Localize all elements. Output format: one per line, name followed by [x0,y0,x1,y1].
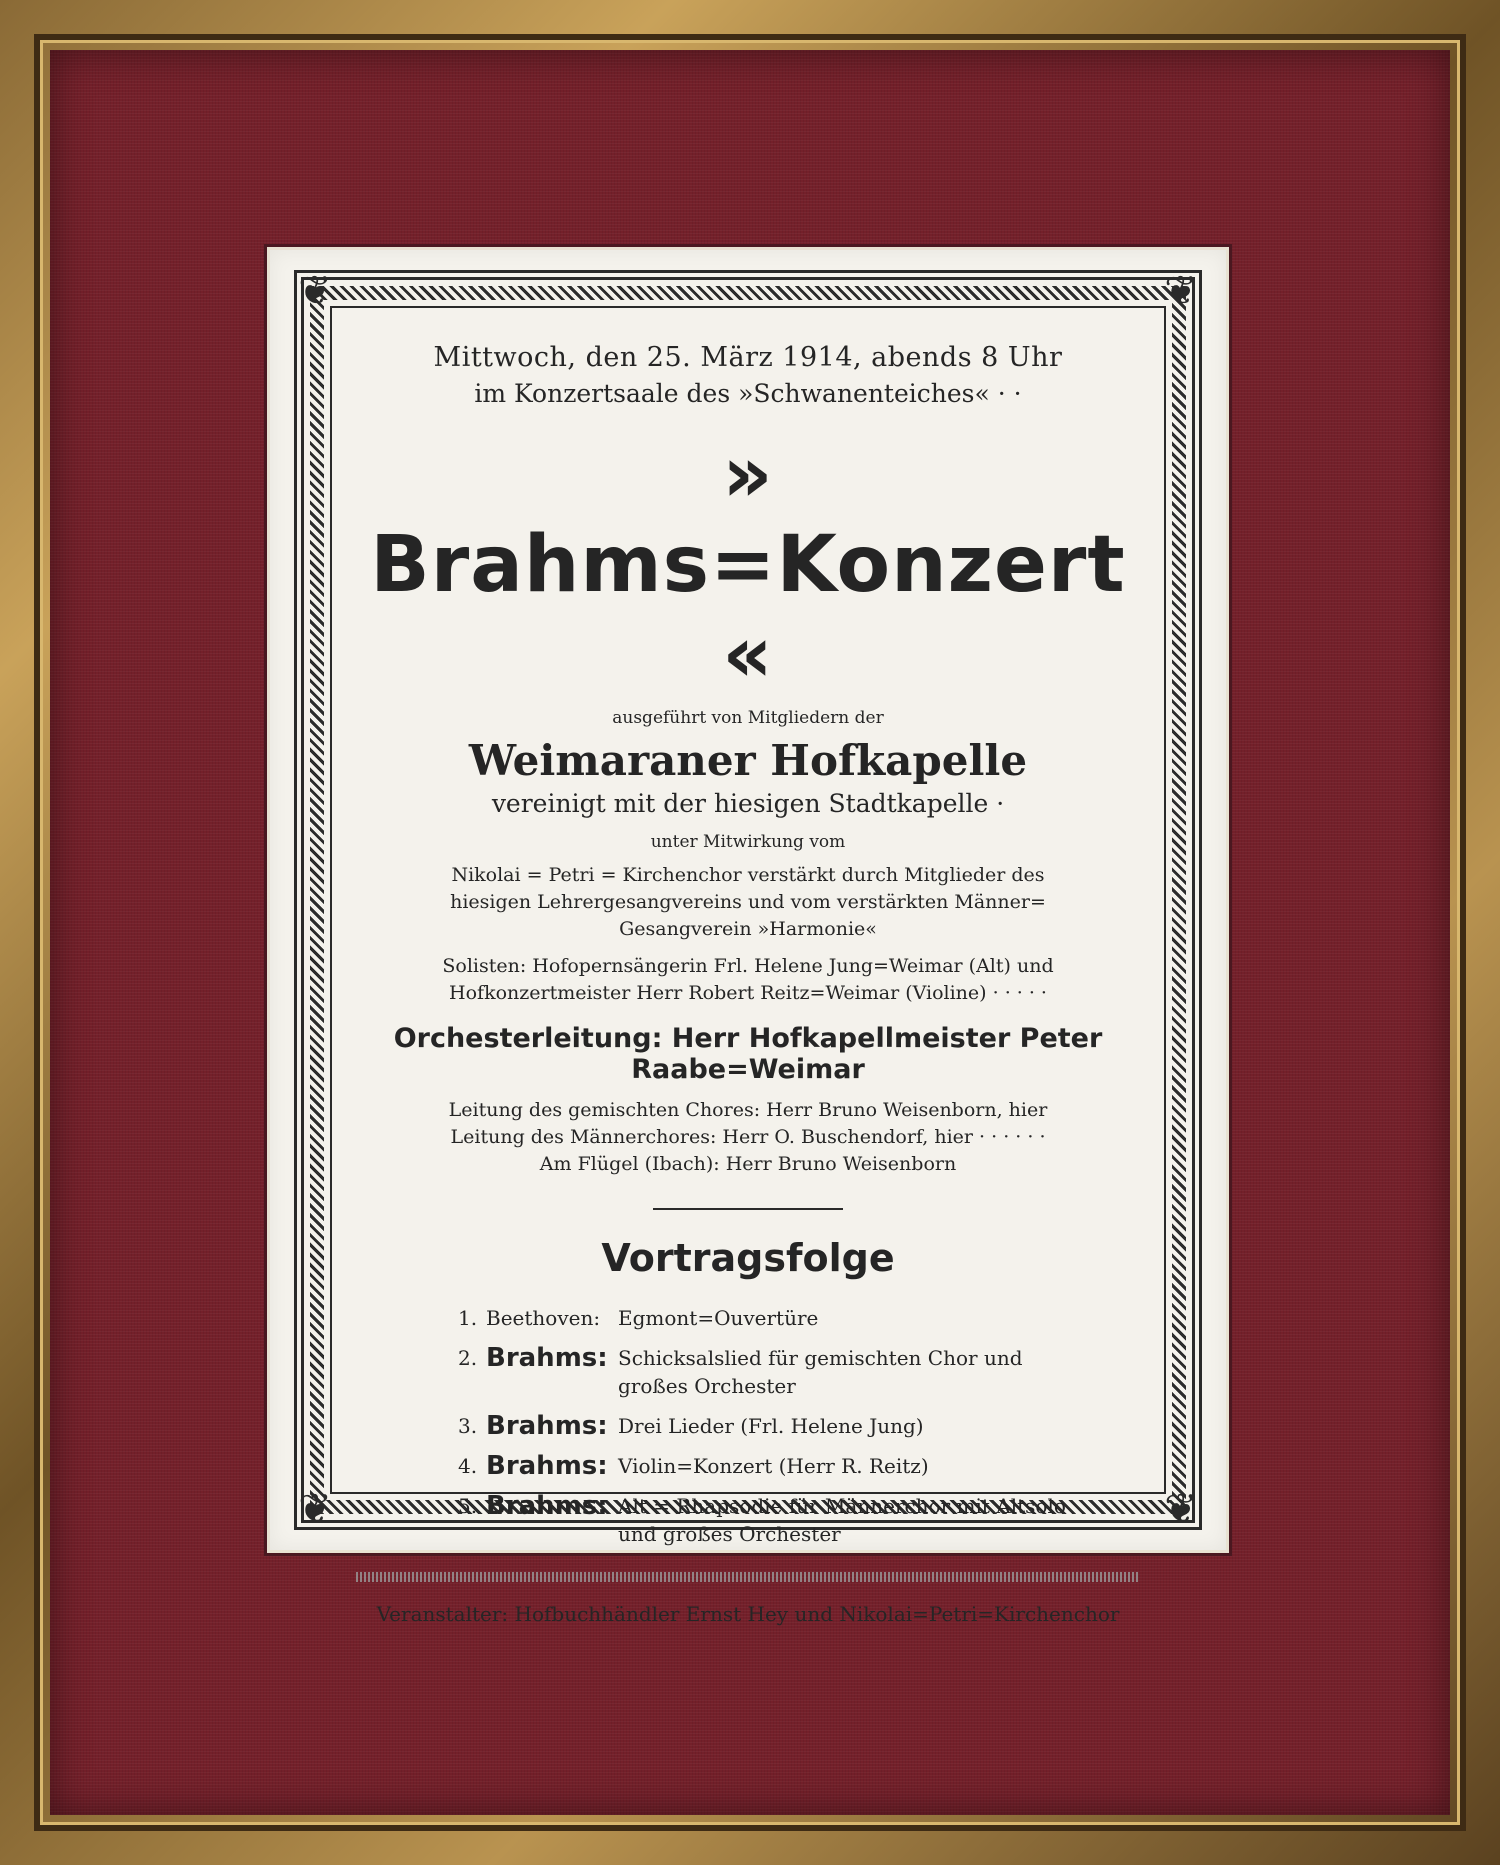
venue-line: im Konzertsaale des »Schwanenteiches« · · [474,379,1022,408]
program-number: 5. [458,1494,478,1518]
corner-ornament-icon: ❦ [298,268,332,314]
united-with-line: vereinigt mit der hiesigen Stadtkapelle · [491,789,1005,818]
program-composer: Brahms: [486,1343,608,1373]
program-item [458,1344,1098,1400]
program-number: 3. [458,1414,478,1438]
corner-ornament-icon: ❦ [1164,268,1198,314]
program-item [458,1304,1098,1332]
choir-line: Gesangverein »Harmonie« [619,918,877,940]
program-number: 4. [458,1454,478,1478]
choir-line: hiesigen Lehrergesangvereins und vom verstärkten Männer= [450,891,1046,913]
concert-poster [270,250,1226,1626]
soloist-line: Hofkonzertmeister Herr Robert Reitz=Weimar (Violine) · · · · · [449,982,1047,1004]
soloist-line: Solisten: Hofopernsängerin Frl. Helene Jung=Weimar (Alt) und [442,955,1054,977]
direction-line: Leitung des gemischten Chores: Herr Bruno Weisenborn, hier [448,1099,1048,1121]
program-item [458,1492,1098,1548]
program-work: Schicksalslied für gemischten Chor und großes Orchester [618,1346,1023,1398]
program-number: 2. [458,1346,478,1370]
orchestra-lead-line: Orchesterleitung: Herr Hofkapellmeister Peter Raabe=Weimar [393,1023,1103,1085]
poster-title: » Brahms=Konzert « [370,430,1126,700]
direction-block [350,1097,1146,1178]
corner-ornament-icon: ❦ [1164,1486,1198,1532]
divider-rule [653,1208,843,1210]
direction-line: Leitung des Männerchores: Herr O. Buschendorf, hier · · · · · · [450,1126,1046,1148]
participation-line: unter Mitwirkung vom [650,832,846,852]
program-work: Alt = Rhapsodie für Männerchor mit Altsolo und großes Orchester [618,1494,1066,1546]
soloists-block [350,953,1146,1007]
program-title: Vortragsfolge [601,1236,895,1280]
choir-line: Nikolai = Petri = Kirchenchor verstärkt durch Mitglieder des [451,864,1045,886]
organizer-line: Veranstalter: Hofbuchhändler Ernst Hey und Nikolai=Petri=Kirchenchor [376,1602,1120,1626]
performed-by-line: ausgeführt von Mitgliedern der [612,708,884,728]
program-list [458,1304,1098,1548]
program-number: 1. [458,1306,478,1330]
dotted-divider [356,1572,1140,1582]
choir-block [350,862,1146,943]
date-line: Mittwoch, den 25. März 1914, abends 8 Uhr [433,342,1063,373]
poster-content [350,328,1146,1626]
program-composer: Beethoven: [486,1306,601,1330]
corner-ornament-icon: ❦ [298,1486,332,1532]
direction-line: Am Flügel (Ibach): Herr Bruno Weisenborn [539,1153,957,1175]
program-composer: Brahms: [486,1451,608,1481]
program-work: Drei Lieder (Frl. Helene Jung) [618,1414,924,1438]
program-item [458,1412,1098,1440]
program-work: Egmont=Ouvertüre [618,1306,819,1330]
program-composer: Brahms: [486,1411,608,1441]
program-item [458,1452,1098,1480]
program-composer: Brahms: [486,1491,608,1521]
ensemble-name: Weimaraner Hofkapelle [468,736,1028,785]
program-work: Violin=Konzert (Herr R. Reitz) [618,1454,929,1478]
